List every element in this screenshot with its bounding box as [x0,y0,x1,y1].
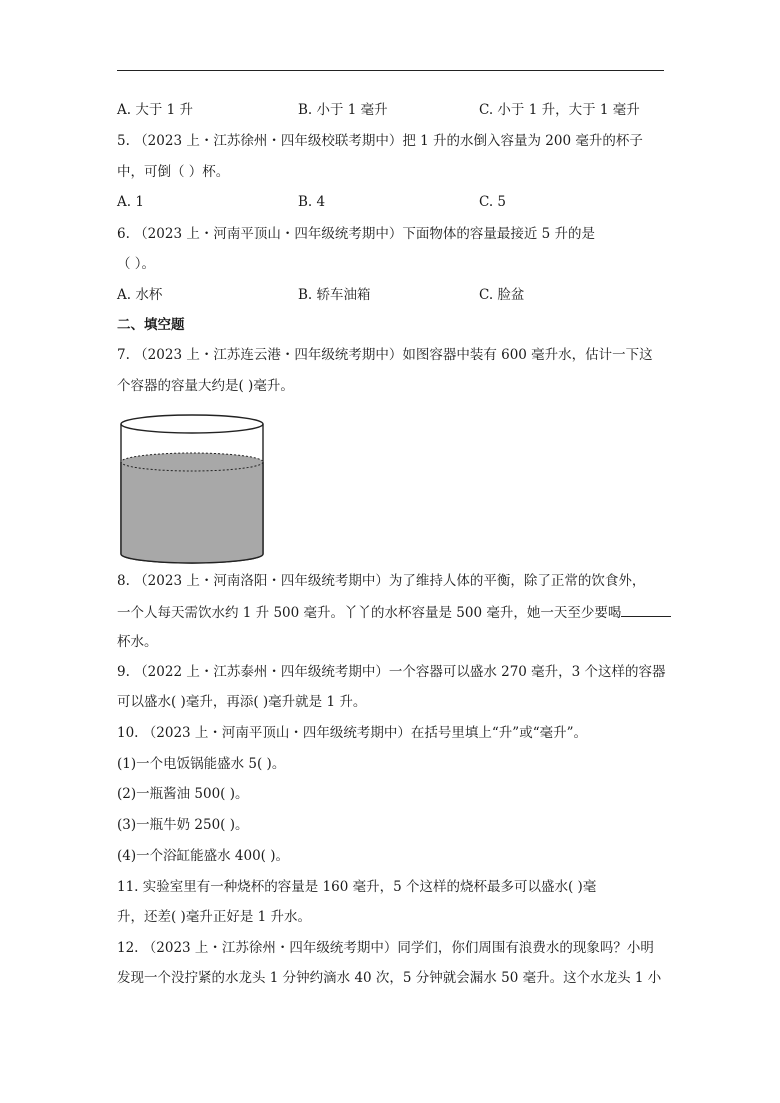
q10-sub2: (2)一瓶酱油 500( )。 [117,786,249,802]
q4-option-c: C. 小于 1 升，大于 1 毫升 [479,102,640,118]
q6-stem-line2: （ ）。 [117,256,156,272]
q6-option-c: C. 脸盆 [479,287,525,303]
q10-sub1: (1)一个电饭锅能盛水 5( )。 [117,756,286,772]
q8-stem-line3: 杯水。 [117,634,158,650]
q8-stem-line2 [117,602,671,623]
water-container-figure [115,404,270,569]
q4-option-b: B. 小于 1 毫升 [298,102,388,118]
q9-stem-line1: 9. （2022 上・江苏泰州・四年级统考期中）一个容器可以盛水 270 毫升，3 个这样的容器 [117,664,666,680]
q7-stem-line2: 个容器的容量大约是( )毫升。 [117,378,294,394]
q10-sub3: (3)一瓶牛奶 250( )。 [117,817,249,833]
q5-stem-line2: 中，可倒（ ）杯。 [117,164,230,180]
header-rule [117,70,664,71]
q5-stem-line1: 5. （2023 上・江苏徐州・四年级校联考期中）把 1 升的水倒入容量为 200 毫升的杯子 [117,133,643,149]
q10-stem: 10. （2023 上・河南平顶山・四年级统考期中）在括号里填上“升”或“毫升”。 [117,725,588,741]
q8-answer-blank[interactable] [621,602,671,617]
q11-stem-line2: 升，还差( )毫升正好是 1 升水。 [117,909,311,925]
q8-stem-line2-text: 一个人每天需饮水约 1 升 500 毫升。丫丫的水杯容量是 500 毫升，她一天至少要喝 [117,605,622,621]
q5-option-a: A. 1 [117,194,144,210]
q5-option-c: C. 5 [479,194,507,210]
q6-option-b: B. 轿车油箱 [298,287,371,303]
q6-stem-line1: 6. （2023 上・河南平顶山・四年级统考期中）下面物体的容量最接近 5 升的是 [117,226,595,242]
q10-sub4: (4)一个浴缸能盛水 400( )。 [117,848,290,864]
water-fill [121,453,263,563]
section-heading: 二、填空题 [117,317,185,333]
q6-option-a: A. 水杯 [117,287,163,303]
container-rim [121,415,263,433]
q12-stem-line1: 12. （2023 上・江苏徐州・四年级统考期中）同学们，你们周围有浪费水的现象吗？小明 [117,940,654,956]
q5-option-b: B. 4 [298,194,326,210]
q8-stem-line1: 8. （2023 上・河南洛阳・四年级统考期中）为了维持人体的平衡，除了正常的饮食外， [117,573,646,589]
q11-stem-line1: 11. 实验室里有一种烧杯的容量是 160 毫升，5 个这样的烧杯最多可以盛水( )毫 [117,879,597,895]
q9-stem-line2: 可以盛水( )毫升，再添( )毫升就是 1 升。 [117,694,367,710]
q7-stem-line1: 7. （2023 上・江苏连云港・四年级统考期中）如图容器中装有 600 毫升水，估计一下这 [117,347,653,363]
q12-stem-line2: 发现一个没拧紧的水龙头 1 分钟约滴水 40 次，5 分钟就会漏水 50 毫升。这个水龙头 1 小 [117,970,662,986]
q4-option-a: A. 大于 1 升 [117,102,194,118]
